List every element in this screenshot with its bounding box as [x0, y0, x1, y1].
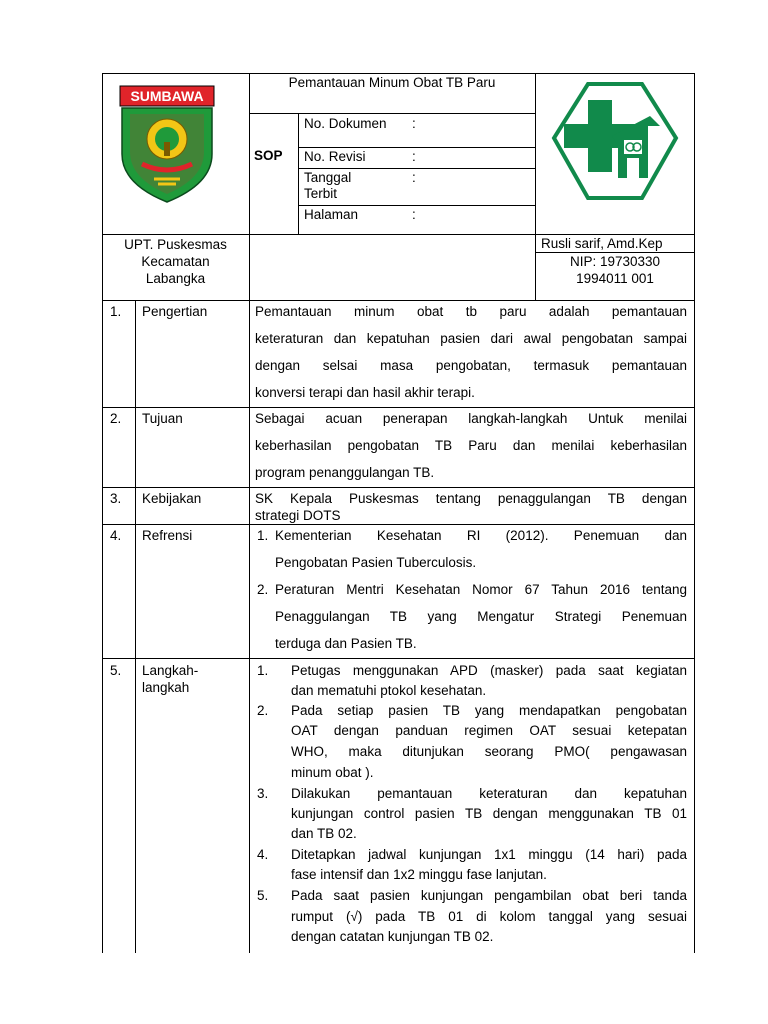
field-label-tanggal-terbit: Tanggal Terbit [304, 170, 352, 201]
paragraph-line: Pemantauan minum obat tb paru adalah pemantauan [255, 304, 687, 319]
column-divider [298, 113, 299, 234]
puskesmas-logo [548, 80, 682, 206]
org-line: Labangka [145, 271, 206, 286]
section-title-langkah: langkah [142, 680, 190, 695]
section-number: 5. [110, 663, 122, 678]
field-label-no-revisi: No. Revisi [304, 149, 366, 164]
section-title-tujuan: Tujuan [142, 411, 183, 426]
list-item-line: Pada setiap pasien TB yang mendapatkan pengobatan [291, 703, 687, 718]
field-label-no-dokumen: No. Dokumen [304, 116, 387, 131]
list-item-line: dan mematuhi ptokol kesehatan. [291, 683, 487, 698]
list-item-line: minum obat ). [291, 765, 374, 780]
list-item-line: Kementerian Kesehatan RI (2012). Penemuan dan [275, 528, 687, 543]
field-divider [298, 205, 535, 206]
list-item-line: dengan catatan kunjungan TB 02. [291, 929, 494, 944]
list-item-line: Petugas menggunakan APD (masker) pada saat kegiatan [291, 663, 687, 678]
list-item-line: Ditetapkan jadwal kunjungan 1x1 minggu (14 hari) pada [291, 847, 687, 862]
section-number: 1. [110, 304, 122, 319]
header-divider [102, 234, 695, 235]
paragraph-line: strategi DOTS [255, 508, 341, 523]
signer-nip: 1994011 001 [576, 271, 654, 286]
field-divider [298, 147, 535, 148]
column-divider [249, 73, 250, 953]
paragraph-line: keberhasilan pengobatan TB Paru dan menilai keberhasilan [255, 438, 687, 453]
list-number: 1. [257, 663, 269, 678]
list-item-line: Pengobatan Pasien Tuberculosis. [275, 555, 477, 570]
field-separator: : [412, 170, 416, 185]
org-line: UPT. Puskesmas [124, 237, 227, 252]
section-number: 3. [110, 491, 122, 506]
field-separator: : [412, 116, 416, 131]
row-divider [102, 407, 695, 408]
list-item-line: WHO, maka ditunjukan seorang PMO( pengawasan [291, 744, 687, 759]
list-item-line: fase intensif dan 1x2 minggu fase lanjutan. [291, 867, 547, 882]
section-title-kebijakan: Kebijakan [142, 491, 202, 506]
header-title-divider [249, 113, 535, 114]
list-number: 5. [257, 888, 269, 903]
row-divider [102, 300, 695, 301]
list-number: 2. [257, 582, 269, 597]
section-title-langkah: Langkah- [142, 663, 199, 678]
logo-text: SUMBAWA [130, 88, 204, 104]
list-number: 3. [257, 786, 269, 801]
list-item-line: dan TB 02. [291, 826, 357, 841]
list-item-line: rumput (√) pada TB 01 di kolom tanggal yang sesuai [291, 909, 687, 924]
list-number: 4. [257, 847, 269, 862]
paragraph-line: dengan selsai masa pengobatan, termasuk pemantauan [255, 358, 687, 373]
paragraph-line: konversi terapi dan hasil akhir terapi. [255, 385, 475, 400]
field-divider [298, 168, 535, 169]
paragraph-line: program penanggulangan TB. [255, 465, 435, 480]
document-title: Pemantauan Minum Obat TB Paru [288, 75, 496, 90]
row-divider [102, 658, 695, 659]
section-title-refrensi: Refrensi [142, 528, 193, 543]
paragraph-line: SK Kepala Puskesmas tentang penaggulangan TB dengan [255, 491, 687, 506]
sop-label: SOP [254, 148, 283, 163]
list-item-line: kunjungan control pasien TB dengan menggunakan TB 01 [291, 806, 687, 821]
list-item-line: OAT dengan panduan regimen OAT sesuai ketepatan [291, 723, 687, 738]
column-divider [135, 300, 136, 953]
list-number: 2. [257, 703, 269, 718]
field-separator: : [412, 149, 416, 164]
org-line: Kecamatan [141, 254, 210, 269]
table-border-left [102, 73, 103, 953]
paragraph-line: Sebagai acuan penerapan langkah-langkah Untuk menilai [255, 411, 687, 426]
list-item-line: terduga dan Pasien TB. [275, 636, 417, 651]
section-number: 2. [110, 411, 122, 426]
signer-nip: NIP: 19730330 [569, 254, 661, 269]
row-divider [102, 487, 695, 488]
paragraph-line: keteraturan dan kepatuhan pasien dari awal pengobatan sampai [255, 331, 687, 346]
field-label-halaman: Halaman [304, 207, 359, 222]
list-number: 1. [257, 528, 269, 543]
list-item-line: Pada saat pasien kunjungan pengambilan obat beri tanda [291, 888, 687, 903]
field-separator: : [412, 207, 416, 222]
list-item-line: Dilakukan pemantauan keteraturan dan kepatuhan [291, 786, 687, 801]
row-divider [102, 524, 695, 525]
section-number: 4. [110, 528, 122, 543]
list-item-line: Penaggulangan TB yang Mengatur Strategi Penemuan [275, 609, 687, 624]
list-item-line: Peraturan Mentri Kesehatan Nomor 67 Tahun 2016 tentang [275, 582, 687, 597]
table-border-right [694, 73, 695, 953]
signer-name: Rusli sarif, Amd.Kep [541, 236, 663, 251]
sumbawa-logo [118, 84, 216, 204]
section-title-pengertian: Pengertian [142, 304, 208, 319]
